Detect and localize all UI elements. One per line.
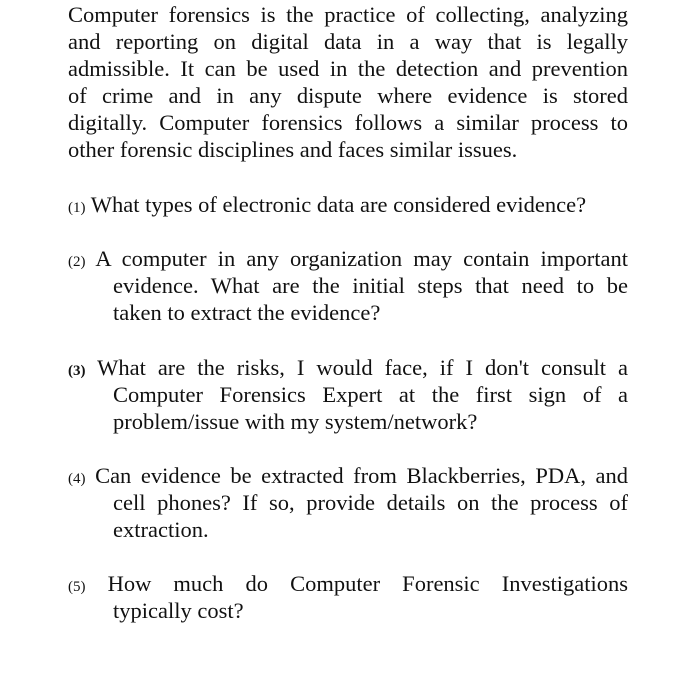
question-text: What are the risks, I would face, if I don't consult a (97, 355, 628, 380)
question-number: (5) (68, 579, 86, 595)
intro-line: of crime and in any dispute where evidence is stored (68, 83, 628, 108)
question-number: (3) (68, 363, 86, 379)
intro-line: other forensic disciplines and faces similar issues. (68, 137, 518, 162)
question-number: (2) (68, 254, 86, 270)
question-5 (68, 570, 628, 624)
question-text: What types of electronic data are considered evidence? (90, 192, 587, 217)
intro-line: admissible. It can be used in the detection and prevention (68, 56, 628, 81)
question-text: extraction. (113, 517, 209, 542)
question-text: cell phones? If so, provide details on the process of (113, 490, 628, 515)
question-text: problem/issue with my system/network? (113, 409, 478, 434)
question-number: (1) (68, 200, 86, 216)
question-4 (68, 462, 628, 543)
question-1 (68, 191, 628, 218)
question-text: Computer Forensics Expert at the first sign of a (113, 382, 628, 407)
question-text: evidence. What are the initial steps that need to be (113, 273, 628, 298)
question-text: taken to extract the evidence? (113, 300, 381, 325)
question-3 (68, 354, 628, 435)
question-number: (4) (68, 471, 86, 487)
intro-line: Computer forensics is the practice of collecting, analyzing (68, 2, 628, 27)
intro-line: and reporting on digital data in a way that is legally (68, 29, 628, 54)
intro-paragraph (68, 1, 628, 163)
question-text: typically cost? (113, 598, 244, 623)
question-text: A computer in any organization may contain important (95, 246, 628, 271)
question-2 (68, 245, 628, 326)
question-text: How much do Computer Forensic Investigations (107, 571, 628, 596)
intro-line: digitally. Computer forensics follows a similar process to (68, 110, 628, 135)
question-text: Can evidence be extracted from Blackberries, PDA, and (95, 463, 628, 488)
